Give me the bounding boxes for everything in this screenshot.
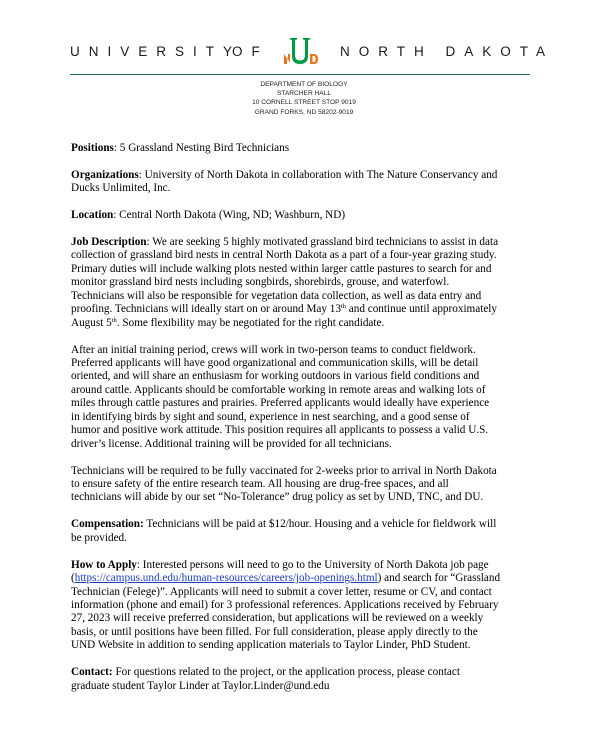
address-line: 10 CORNELL STREET STOP 9019 [252, 99, 356, 107]
letterhead [0, 36, 608, 70]
how-to-apply-text: ) and search for “Grassland [377, 572, 501, 585]
how-to-apply-text: 27, 2023 will receive preferred consideration, but applications will be reviewed on a weekly [71, 612, 484, 625]
training-text: in identifying birds by sight and sound, experience in nest searching, and a good sense of [71, 410, 470, 423]
job-description-text: monitor grassland bird nests including songbirds, shorebirds, grouse, and waterfowl. [71, 276, 450, 289]
job-description-text: August 5 [71, 316, 112, 329]
how-to-apply-text: basis, or until positions have been filled. For full consideration, please apply directly to the [71, 625, 478, 638]
training-section [71, 344, 541, 452]
job-description-text: Primary duties will include walking plots nested within larger cattle pastures to search for and [71, 262, 492, 275]
organizations-text: : University of North Dakota in collaboration with The Nature Conservancy and [138, 168, 498, 181]
compensation-section [71, 518, 541, 545]
address-line: STARCHER HALL [276, 90, 332, 98]
contact-label: Contact: [71, 666, 113, 679]
address-line: DEPARTMENT OF BIOLOGY [260, 81, 348, 88]
job-description-text: and continue until approximately [346, 303, 497, 316]
how-to-apply-label: How to Apply [71, 558, 137, 571]
how-to-apply-text: : Interested persons will need to go to the University of North Dakota job page [136, 558, 489, 571]
how-to-apply-text: ( [71, 572, 75, 585]
location-label: Location [71, 209, 114, 222]
training-text: around cattle. Applicants should be comfortable working in remote areas and walking lots of [71, 383, 486, 396]
training-text: miles through cattle pastures and prairies. Preferred applicants would ideally have experience [71, 397, 490, 410]
vaccination-text: Technicians will be required to be fully vaccinated for 2-weeks prior to arrival in North Dakota [71, 464, 497, 477]
contact-text: For questions related to the project, or the application process, please contact [112, 666, 460, 679]
job-description-section [71, 236, 541, 330]
organizations-section [71, 169, 541, 196]
location-text: : Central North Dakota (Wing, ND; Washburn, ND) [113, 209, 346, 222]
how-to-apply-text: UND Website in addition to sending application materials to Taylor Linder, PhD Student. [71, 639, 471, 652]
positions-section [71, 142, 541, 155]
compensation-text: be provided. [71, 531, 127, 544]
compensation-text: Technicians will be paid at $12/hour. Housing and a vehicle for fieldwork will [143, 518, 497, 531]
logo-text: UND [300, 65, 303, 66]
letterhead-north-dakota: NORTH DAKOTA [340, 44, 555, 59]
letterhead-university: UNIVERSITY [70, 44, 242, 59]
vaccination-text: technicians will abide by our set “No-Tolerance” drug policy as set by UND, TNC, and DU. [71, 491, 484, 504]
job-description-text: proofing. Technicians will ideally start on or around May 13 [71, 303, 341, 316]
address-line: GRAND FORKS, ND 58202-9019 [254, 108, 354, 116]
und-logo-icon [268, 36, 332, 66]
job-description-text: : We are seeking 5 highly motivated grassland bird technicians to assist in data [146, 235, 499, 248]
training-text: driver’s license. Additional training will be provided for all technicians. [71, 437, 392, 450]
job-description-text: collection of grassland bird nests in central North Dakota as a part of a four-year grazing study. [71, 249, 497, 262]
job-description-label: Job Description [71, 235, 147, 248]
compensation-label: Compensation: [71, 518, 144, 531]
job-posting-body [71, 142, 541, 706]
how-to-apply-section [71, 559, 541, 653]
ordinal-suffix: th [111, 316, 117, 324]
department-address [0, 80, 608, 117]
how-to-apply-text: information (phone and email) for 3 professional references. Applications received by February [71, 598, 499, 611]
training-text: oriented, and will share an enthusiasm for working outdoors in various field conditions and [71, 370, 480, 383]
contact-section [71, 666, 541, 693]
positions-text: : 5 Grassland Nesting Bird Technicians [113, 142, 290, 154]
training-text: Preferred applicants will have good organizational and communication skills, will be detail [71, 357, 479, 369]
organizations-label: Organizations [71, 168, 139, 181]
location-section [71, 209, 541, 222]
ordinal-suffix: th [340, 303, 346, 311]
organizations-text: Ducks Unlimited, Inc. [71, 182, 171, 195]
positions-label: Positions [71, 142, 114, 154]
job-description-text: . Some flexibility may be negotiated for the right candidate. [116, 316, 385, 329]
how-to-apply-text: Technician (Felege)”. Applicants will need to submit a cover letter, resume or CV, and contact [71, 585, 492, 598]
training-text: humor and positive work attitude. This position requires all applicants to possess a valid U.S. [71, 424, 489, 437]
contact-text: graduate student Taylor Linder at Taylor.Linder@und.edu [71, 679, 330, 692]
training-text: After an initial training period, crews will work in two-person teams to conduct fieldwork. [71, 343, 476, 356]
letterhead-of: OF [232, 44, 269, 59]
letterhead-rule [70, 74, 530, 75]
vaccination-text: to ensure safety of the entire research team. All housing are drug-free spaces, and all [71, 478, 449, 491]
vaccination-section [71, 465, 541, 505]
job-description-text: Technicians will also be responsible for vegetation data collection, as well as data entry and [71, 289, 482, 302]
job-openings-link[interactable]: https://campus.und.edu/human-resources/careers/job-openings.html [74, 572, 378, 585]
